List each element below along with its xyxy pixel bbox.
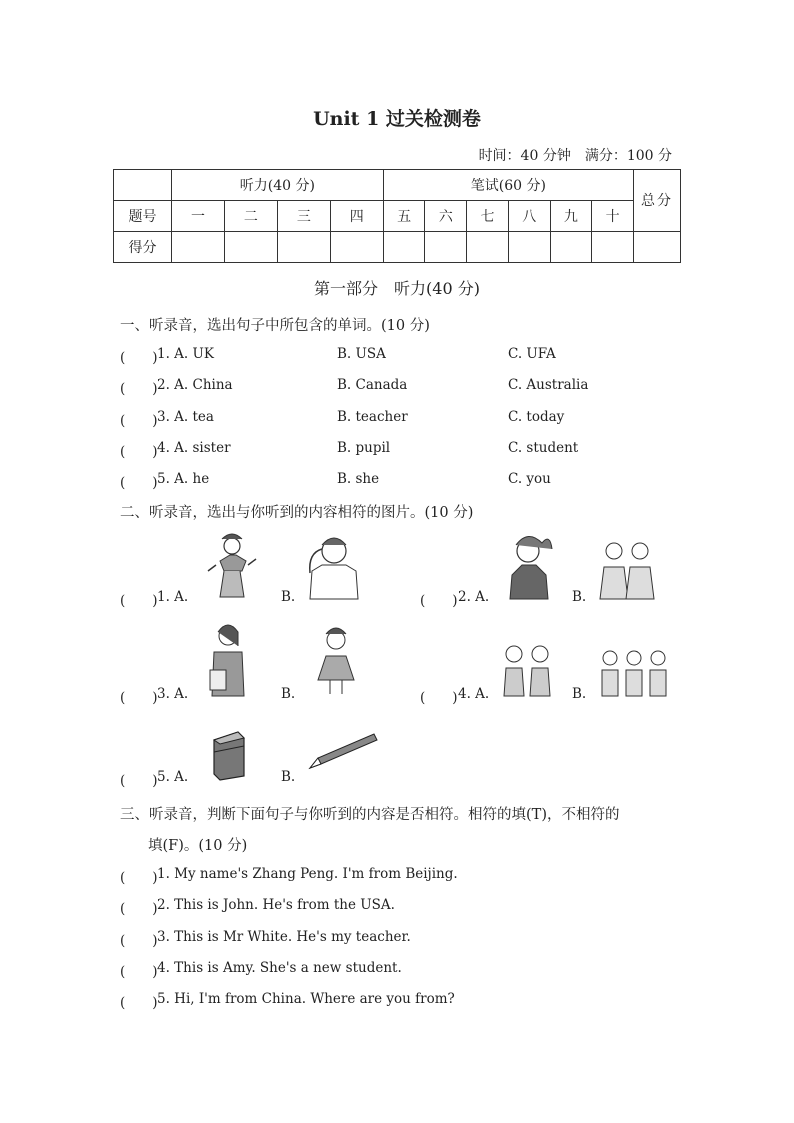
col-6: 六 [425,201,467,232]
score-cell[interactable] [330,232,383,263]
option-a-label: 1. A. [157,589,189,605]
option-a-label: 3. A. [157,686,189,702]
option-b-label: B. [281,686,296,702]
option-b: B. Canada [337,377,408,393]
option-b-label: B. [281,589,296,605]
score-cell[interactable] [634,232,681,263]
option-c: C. you [508,471,551,487]
answer-paren[interactable]: ( ) [120,350,158,366]
col-10: 十 [592,201,634,232]
score-cell[interactable] [592,232,634,263]
row-label-score: 得分 [114,232,172,263]
statement-text: 2. This is John. He's from the USA. [157,897,395,913]
score-cell[interactable] [277,232,330,263]
answer-paren[interactable]: ( ) [120,690,158,706]
score-cell[interactable] [467,232,509,263]
listening-header: 听力(40 分) [172,170,384,201]
option-a: 2. A. China [157,377,233,393]
answer-paren[interactable]: ( ) [120,475,158,491]
option-a-label: 4. A. [458,686,490,702]
option-b-label: B. [281,769,296,785]
group-of-kids-picture [598,646,670,698]
writing-header: 笔试(60 分) [383,170,633,201]
option-c: C. Australia [508,377,589,393]
answer-paren[interactable]: ( ) [420,593,458,609]
option-a: 5. A. he [157,471,210,487]
option-a: 1. A. UK [157,346,214,362]
col-7: 七 [467,201,509,232]
answer-paren[interactable]: ( ) [120,995,158,1011]
section-1-title: 一、听录音，选出句子中所包含的单词。(10 分) [120,318,430,334]
col-4: 四 [330,201,383,232]
option-a-label: 5. A. [157,769,189,785]
pencil-picture [304,732,378,774]
part-one-title: 第一部分 听力(40 分) [314,279,480,298]
option-b: B. pupil [337,440,391,456]
answer-paren[interactable]: ( ) [120,773,158,789]
score-table-corner [114,170,172,201]
answer-paren[interactable]: ( ) [420,690,458,706]
option-c: C. UFA [508,346,556,362]
answer-paren[interactable]: ( ) [120,901,158,917]
score-cell[interactable] [224,232,277,263]
statement-text: 3. This is Mr White. He's my teacher. [157,929,411,945]
answer-paren[interactable]: ( ) [120,933,158,949]
exam-meta: 时间：40 分钟 满分：100 分 [478,148,672,164]
score-cell[interactable] [425,232,467,263]
option-a: 3. A. tea [157,409,214,425]
statement-text: 1. My name's Zhang Peng. I'm from Beijing. [157,866,458,882]
col-9: 九 [550,201,592,232]
option-b: B. USA [337,346,386,362]
girl-pigtails-picture [312,624,360,698]
section-3-title-line2: 填(F)。(10 分) [148,838,248,854]
page-title: Unit 1 过关检测卷 [313,108,481,130]
option-c: C. student [508,440,579,456]
answer-paren[interactable]: ( ) [120,444,158,460]
boy-scratching-head-picture [298,531,364,601]
section-3-title-line1: 三、听录音，判断下面句子与你听到的内容是否相符。相符的填(T)，不相符的 [120,807,620,823]
two-boys-greeting-picture [498,640,558,698]
score-cell[interactable] [508,232,550,263]
answer-paren[interactable]: ( ) [120,870,158,886]
section-2-title: 二、听录音，选出与你听到的内容相符的图片。(10 分) [120,505,474,521]
answer-paren[interactable]: ( ) [120,381,158,397]
score-cell[interactable] [172,232,225,263]
statement-text: 4. This is Amy. She's a new student. [157,960,402,976]
option-b-label: B. [572,589,587,605]
row-label-question-no: 题号 [114,201,172,232]
option-b: B. teacher [337,409,408,425]
answer-paren[interactable]: ( ) [120,593,158,609]
col-8: 八 [508,201,550,232]
total-header: 总分 [634,170,681,232]
option-c: C. today [508,409,565,425]
option-a: 4. A. sister [157,440,231,456]
teacher-with-book-picture [204,622,248,698]
answer-paren[interactable]: ( ) [120,413,158,429]
answer-paren[interactable]: ( ) [120,964,158,980]
score-cell[interactable] [383,232,425,263]
option-b-label: B. [572,686,587,702]
two-girls-picture [596,537,662,601]
col-3: 三 [277,201,330,232]
girl-waving-picture [206,531,262,601]
score-cell[interactable] [550,232,592,263]
score-table [113,169,681,263]
option-a-label: 2. A. [458,589,490,605]
col-1: 一 [172,201,225,232]
option-b: B. she [337,471,380,487]
col-2: 二 [224,201,277,232]
statement-text: 5. Hi, I'm from China. Where are you from? [157,991,455,1007]
col-5: 五 [383,201,425,232]
girl-ponytail-picture [504,531,558,601]
eraser-picture [208,728,248,782]
